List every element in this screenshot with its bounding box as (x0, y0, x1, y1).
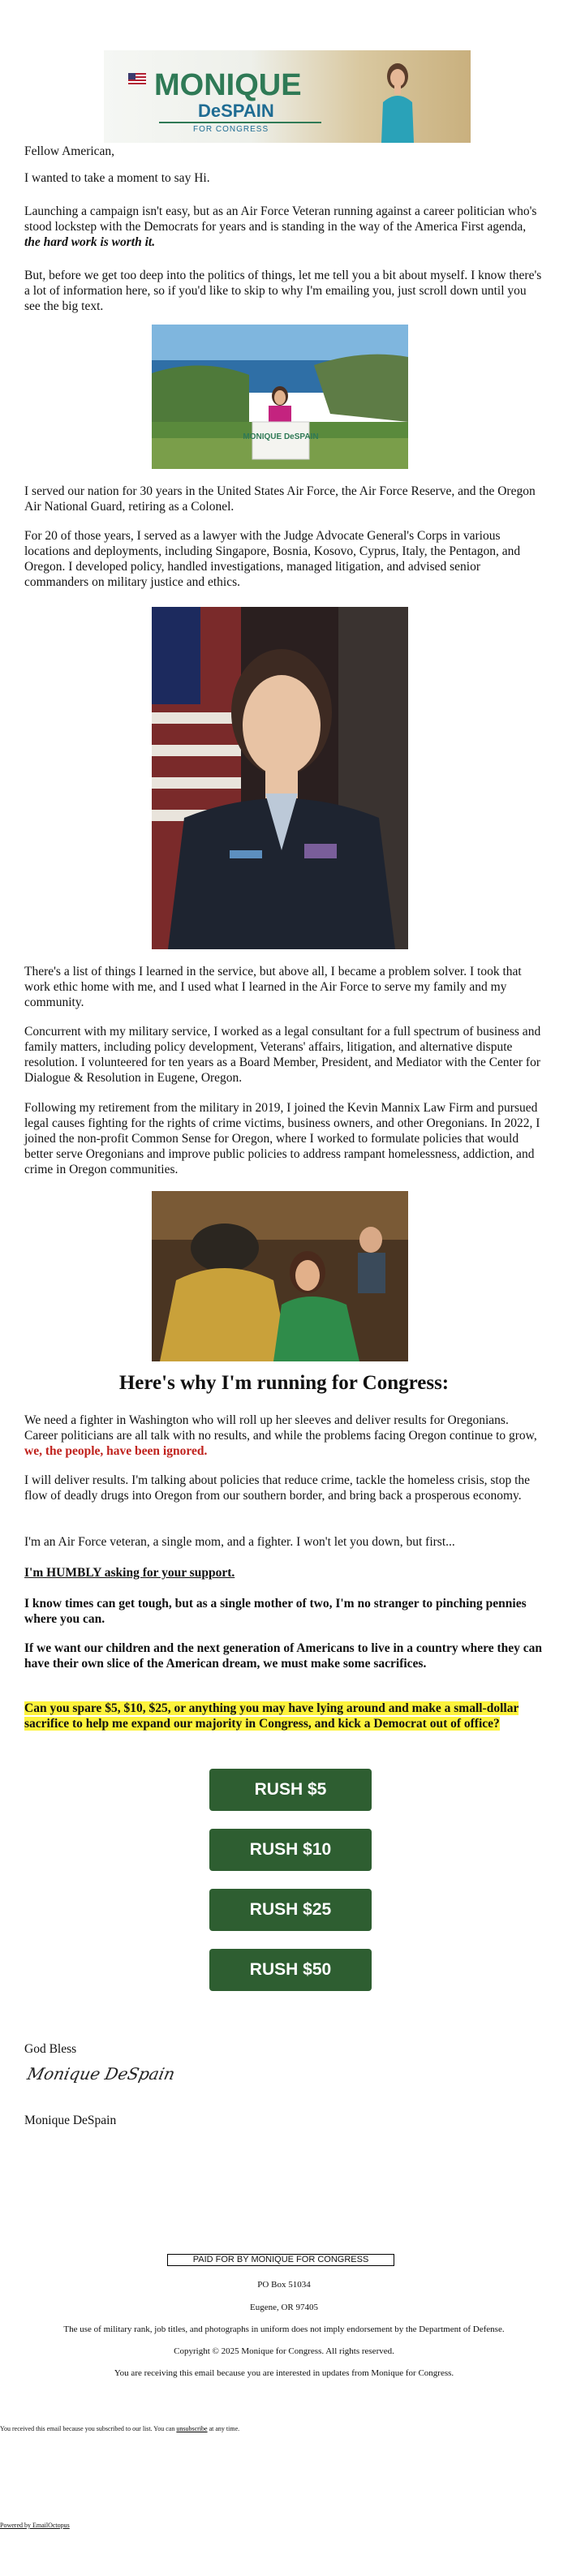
po-box: PO Box 51034 (257, 2280, 311, 2290)
city: Eugene, OR 97405 (249, 2303, 318, 2312)
coast-photo (152, 325, 408, 469)
unsubscribe-notice (0, 2425, 239, 2432)
copyright: Copyright © 2025 Monique for Congress. All rights reserved. (174, 2346, 394, 2356)
results-paragraph: I will deliver results. I'm talking about policies that reduce crime, tackle the homeless crisis, stop the flow of deadly drugs into Oregon from our southern border, and bring back a prosperous economy. (24, 1473, 531, 1503)
logo-divider (159, 122, 321, 123)
event-photo (152, 1191, 408, 1361)
logo-name: MONIQUE (154, 68, 302, 102)
powered-by-link[interactable]: Powered by EmailOctopus (0, 2522, 70, 2529)
dod-disclaimer: The use of military rank, job titles, and photographs in uniform does not imply endorsement by the Department of Defense. (63, 2324, 505, 2334)
coast-photo-image (152, 325, 408, 469)
donation-ask-text: Can you spare $5, $10, $25, or anything you may have lying around and make a small-dollar sacrifice to help me expand our majority in Congress, and kick a Democrat out of office? (24, 1701, 519, 1731)
veteran-paragraph: I'm an Air Force veteran, a single mom, and a fighter. I won't let you down, but first... (24, 1535, 455, 1549)
logo-surname: DeSPAIN (198, 101, 274, 121)
unsubscribe-link[interactable]: unsubscribe (176, 2425, 208, 2432)
fighter-text: We need a fighter in Washington who will roll up her sleeves and deliver results for Oregonians. Career politicians are all talk with no results, and while the problems facing Oregon continue to grow, (24, 1413, 537, 1443)
god-bless: God Bless (24, 2042, 77, 2056)
signature: Monique DeSpain (25, 2064, 177, 2084)
greeting: Fellow American, (24, 144, 115, 158)
candidate-portrait (373, 57, 422, 143)
jag-paragraph: For 20 of those years, I served as a lawyer with the Judge Advocate General's Corps in various locations and deployments, including Singapore, Bosnia, Kosovo, Cyprus, Italy, the Pentagon, and Oregon. I developed policy, handled investigations, managed litigation, and advised senior commanders on military justice and ethics. (24, 529, 521, 589)
ignored-emphasis: we, the people, have been ignored. (24, 1444, 208, 1458)
about-paragraph: But, before we get too deep into the politics of things, let me tell you a bit about myself. I know there's a lot of information here, so if you'd like to skip to why I'm emailing you, just scroll down until you see the big text. (24, 269, 542, 313)
event-photo-image (152, 1191, 408, 1361)
donation-ask (24, 1701, 544, 1731)
unsubscribe-text: You received this email because you subscribed to our list. You can (0, 2425, 177, 2432)
unsubscribe-text-end: at any time. (207, 2425, 240, 2432)
rush-50-button[interactable]: RUSH $50 (209, 1949, 372, 1991)
consultant-paragraph: Concurrent with my military service, I worked as a legal consultant for a full spectrum of business and family matters, including policy development, Veterans' affairs, litigation, and alternative dispute resolution. I volunteered for ten years as a Board Member, President, and Mediator with the Center for Dialogue & Resolution in Eugene, Oregon. (24, 1025, 541, 1085)
campaign-emphasis: the hard work is worth it. (24, 235, 156, 249)
uniform-portrait-photo (152, 607, 408, 949)
intro-paragraph: I wanted to take a moment to say Hi. (24, 171, 210, 185)
support-ask: I'm HUMBLY asking for your support. (24, 1566, 235, 1580)
flag-icon (128, 73, 146, 84)
retirement-paragraph: Following my retirement from the military in 2019, I joined the Kevin Mannix Law Firm and pursued legal causes fighting for the rights of crime victims, business owners, and other Oregonians. In 2022, I joined the non-profit Common Sense for Oregon, where I worked to formulate policies that would better serve Oregonians and improve public policies to address rampant homelessness, addiction, and crime in Oregon communities. (24, 1101, 540, 1176)
campaign-paragraph (24, 204, 544, 250)
uniform-portrait-image (152, 607, 408, 949)
receiving-notice: You are receiving this email because you are interested in updates from Monique for Congress. (114, 2368, 454, 2378)
running-heading: Here's why I'm running for Congress: (118, 1372, 450, 1394)
campaign-text: Launching a campaign isn't easy, but as an Air Force Veteran running against a career politician who's stood lockstep with the Democrats for years and is standing in the way of the America First agenda, (24, 204, 537, 234)
problem-solver-paragraph: There's a list of things I learned in the service, but above all, I became a problem solver. I took that work ethic home with me, and I used what I learned in the Air Force to serve my family and my community. (24, 965, 522, 1009)
paid-for-box: PAID FOR BY MONIQUE FOR CONGRESS (167, 2254, 394, 2266)
single-mother-paragraph: I know times can get tough, but as a single mother of two, I'm no stranger to pinching pennies where you can. (24, 1597, 527, 1626)
sacrifice-paragraph: If we want our children and the next generation of Americans to live in a country where they can have their own slice of the American dream, we must make some sacrifices. (24, 1641, 543, 1671)
service-paragraph: I served our nation for 30 years in the United States Air Force, the Air Force Reserve, and the Oregon Air National Guard, retiring as a Colonel. (24, 484, 536, 514)
rush-25-button[interactable]: RUSH $25 (209, 1889, 372, 1931)
fighter-paragraph (24, 1413, 544, 1459)
signoff-name: Monique DeSpain (24, 2114, 117, 2127)
header-banner (104, 50, 471, 143)
rush-10-button[interactable]: RUSH $10 (209, 1829, 372, 1871)
logo-tagline: FOR CONGRESS (193, 125, 269, 134)
sign-text: MONIQUE DeSPAIN (243, 432, 319, 441)
rush-5-button[interactable]: RUSH $5 (209, 1769, 372, 1811)
